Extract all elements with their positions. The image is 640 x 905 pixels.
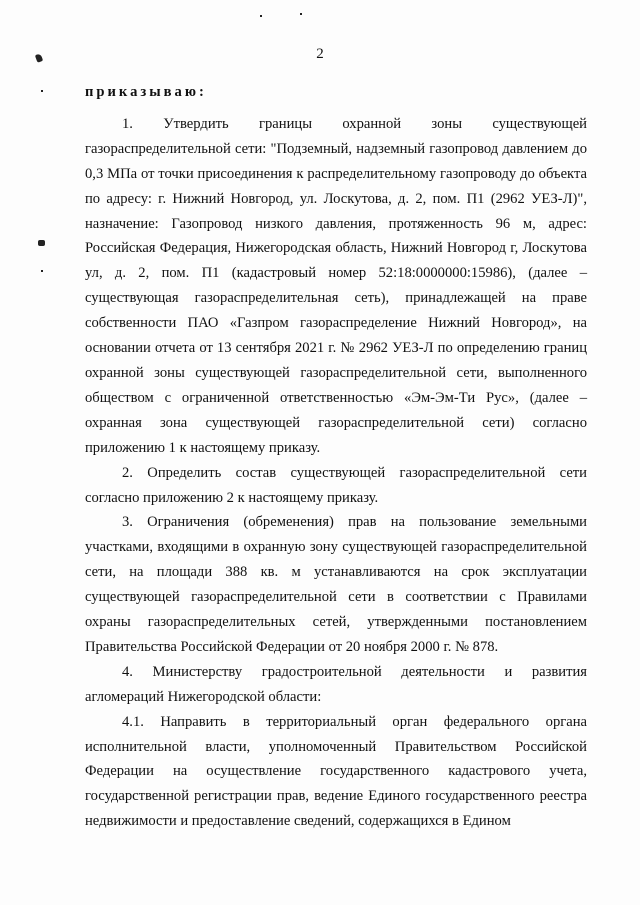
scan-mark bbox=[41, 270, 43, 272]
order-heading: приказываю: bbox=[85, 84, 207, 100]
scan-mark bbox=[38, 240, 45, 246]
paragraph-3: 3. Ограничения (обременения) прав на пользование земельными участками, входящими в охранную зону существующей газораспределительной сети, на площади 388 кв. м устанавливаются на срок эксплуатации существующей газораспределительной сети в соответствии с Правилами охраны газораспределительных сетей, утвержденными постановлением Правительства Российской Федерации от 20 ноября 2000 г. № 878. bbox=[85, 514, 587, 655]
scan-mark bbox=[300, 13, 302, 15]
document-body bbox=[85, 80, 587, 834]
paragraph-4: 4. Министерству градостроительной деятельности и развития агломераций Нижегородской области: bbox=[85, 663, 587, 705]
paragraph-4-1: 4.1. Направить в территориальный орган федерального органа исполнительной власти, уполномоченный Правительством Российской Федерации на осуществление государственного кадастрового учета, государственной регистрации прав, ведение Единого государственного реестра недвижимости и предоставление сведений, содержащихся в Едином bbox=[85, 713, 587, 830]
scan-mark bbox=[260, 15, 262, 17]
scan-mark bbox=[41, 90, 43, 92]
paragraph-1: 1. Утвердить границы охранной зоны существующей газораспределительной сети: "Подземный, надземный газопровод давлением до 0,3 МПа от точки присоединения к распределительному газопроводу до объекта по адресу: г. Нижний Новгород, ул. Лоскутова, д. 2, пом. П1 (2962 УЕЗ-Л)", назначение: Газопровод низкого давления, протяженность 96 м, адрес: Российская Федерация, Нижегородская область, Нижний Новгород г, Лоскутова ул, д. 2, пом. П1 (кадастровый номер 52:18:0000000:15986), (далее – существующая газораспределительная сеть), принадлежащей на праве собственности ПАО «Газпром газораспределение Нижний Новгород», на основании отчета от 13 сентября 2021 г. № 2962 УЕЗ-Л по определению границ охранной зоны существующей газораспределительной сети, выполненного обществом с ограниченной ответственностью «Эм-Эм-Ти Рус», (далее – охранная зона существующей газораспределительной сети) согласно приложению 1 к настоящему приказу. bbox=[85, 115, 587, 456]
page-number: 2 bbox=[316, 46, 324, 62]
paragraph-2: 2. Определить состав существующей газораспределительной сети согласно приложению 2 к настоящему приказу. bbox=[85, 464, 587, 506]
